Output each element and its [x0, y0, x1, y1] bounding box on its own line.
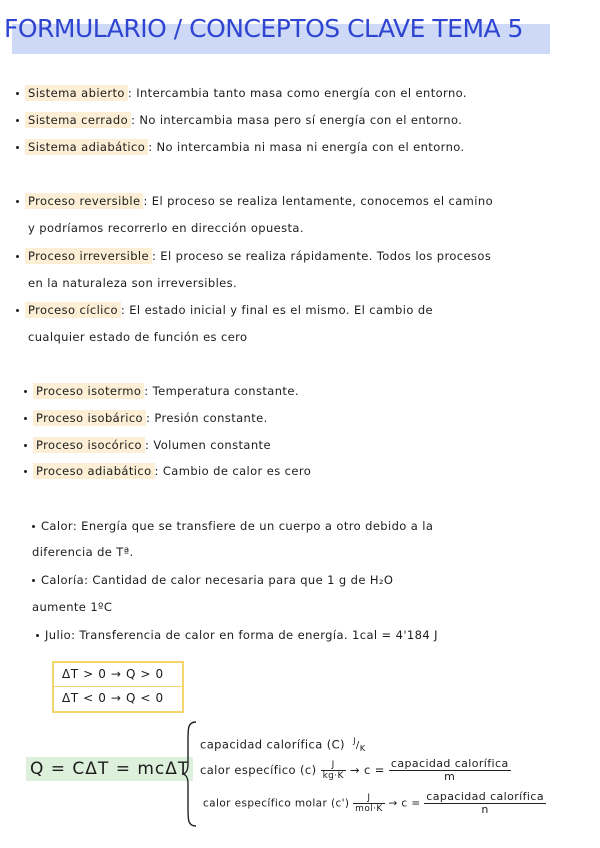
calor-line [32, 519, 433, 533]
term-proceso-reversible: Proceso reversible [25, 193, 143, 209]
desc-proceso-isotermo: : Temperatura constante. [144, 384, 299, 398]
desc-proceso-irreversible: : El proceso se realiza rápidamente. Todos los procesos [151, 249, 492, 263]
proceso-ciclico-line [16, 303, 433, 317]
calor-molar-unit: $\frac{J}{\text{mol·K}}$ [355, 793, 383, 814]
heat-formula: Q = CΔT = mcΔT [26, 757, 193, 781]
calor-especifico-line [200, 758, 511, 783]
term-proceso-isobarico: Proceso isobárico [33, 410, 146, 426]
proceso-irreversible-cont: en la naturaleza son irreversibles. [28, 276, 238, 290]
desc-sistema-abierto: : Intercambia tanto masa como energía con el entorno. [127, 86, 467, 100]
capacidad-label: capacidad calorífica (C) [200, 737, 345, 752]
bullet-icon [24, 417, 27, 420]
caloria-line [32, 573, 393, 587]
calor-cont: diferencia de Tª. [32, 545, 134, 559]
calor-molar-frac: $\frac{\text{capacidad calorífica}}{n}$ [426, 790, 544, 816]
bullet-icon [24, 390, 27, 393]
sistema-cerrado-line [16, 113, 462, 127]
page-title: FORMULARIO / CONCEPTOS CLAVE TEMA 5 [4, 14, 523, 43]
bullet-icon [24, 470, 27, 473]
bullet-icon [32, 525, 35, 528]
julio-line [36, 628, 438, 642]
calor-molar-label: calor específico molar (c') [203, 797, 350, 810]
bullet-icon [36, 634, 39, 637]
calor-especifico-unit: $\frac{J}{kg\cdot K}$ [322, 760, 344, 781]
proceso-isocorico-line [24, 438, 271, 452]
proceso-adiabatico-line [24, 464, 311, 478]
proceso-irreversible-line [16, 249, 491, 263]
desc-proceso-isocorico: : Volumen constante [145, 438, 271, 452]
bullet-icon [16, 200, 19, 203]
delta-t-positive: ΔT > 0 → Q > 0 [62, 667, 164, 681]
calor-especifico-frac: $\frac{\text{capacidad calorífica}}{m}$ [390, 757, 509, 783]
capacidad-unit: $^J/_K$ [353, 736, 366, 754]
bullet-icon [16, 255, 19, 258]
calor-especifico-label: calor específico (c) [200, 763, 317, 777]
desc-sistema-cerrado: : No intercambia masa pero sí energía con el entorno. [131, 113, 463, 127]
bullet-icon [16, 146, 19, 149]
proceso-reversible-line [16, 194, 493, 208]
calor-def: Calor: Energía que se transfiere de un cuerpo a otro debido a la [41, 519, 434, 533]
calor-especifico-eq: → c = [349, 763, 385, 777]
proceso-isobarico-line [24, 411, 268, 425]
term-sistema-cerrado: Sistema cerrado [25, 112, 131, 128]
term-sistema-abierto: Sistema abierto [25, 85, 128, 101]
capacidad-calorifica-line [200, 736, 366, 753]
bullet-icon [16, 92, 19, 95]
caloria-cont: aumente 1ºC [32, 600, 113, 614]
calor-molar-eq: → c = [388, 797, 421, 810]
delta-t-box [52, 661, 184, 713]
term-proceso-isocorico: Proceso isocórico [33, 437, 145, 453]
desc-proceso-reversible: : El proceso se realiza lentamente, conocemos el camino [143, 194, 494, 208]
term-proceso-isotermo: Proceso isotermo [33, 383, 144, 399]
proceso-isotermo-line [24, 384, 299, 398]
term-proceso-ciclico: Proceso cíclico [25, 302, 121, 318]
curly-brace-icon [180, 720, 200, 828]
julio-def: Julio: Transferencia de calor en forma de energía. 1cal = 4'184 J [45, 628, 438, 642]
proceso-ciclico-cont: cualquier estado de función es cero [28, 330, 248, 344]
title-block [4, 14, 523, 43]
desc-proceso-ciclico: : El estado inicial y final es el mismo. El cambio de [120, 303, 434, 317]
bullet-icon [16, 119, 19, 122]
term-proceso-adiabatico: Proceso adiabático [33, 463, 155, 479]
delta-t-negative: ΔT < 0 → Q < 0 [62, 691, 164, 705]
bullet-icon [32, 579, 35, 582]
desc-sistema-adiabatico: : No intercambia ni masa ni energía con el entorno. [148, 140, 465, 154]
desc-proceso-adiabatico: : Cambio de calor es cero [154, 464, 312, 478]
desc-proceso-isobarico: : Presión constante. [145, 411, 268, 425]
term-sistema-adiabatico: Sistema adiabático [25, 139, 148, 155]
bullet-icon [16, 309, 19, 312]
box-divider [54, 686, 182, 687]
caloria-def: Caloría: Cantidad de calor necesaria para que 1 g de H₂O [41, 573, 394, 587]
calor-molar-line [203, 791, 546, 816]
bullet-icon [24, 444, 27, 447]
sistema-abierto-line [16, 86, 467, 100]
sistema-adiabatico-line [16, 140, 465, 154]
term-proceso-irreversible: Proceso irreversible [25, 248, 152, 264]
proceso-reversible-cont: y podríamos recorrerlo en dirección opuesta. [28, 221, 304, 235]
